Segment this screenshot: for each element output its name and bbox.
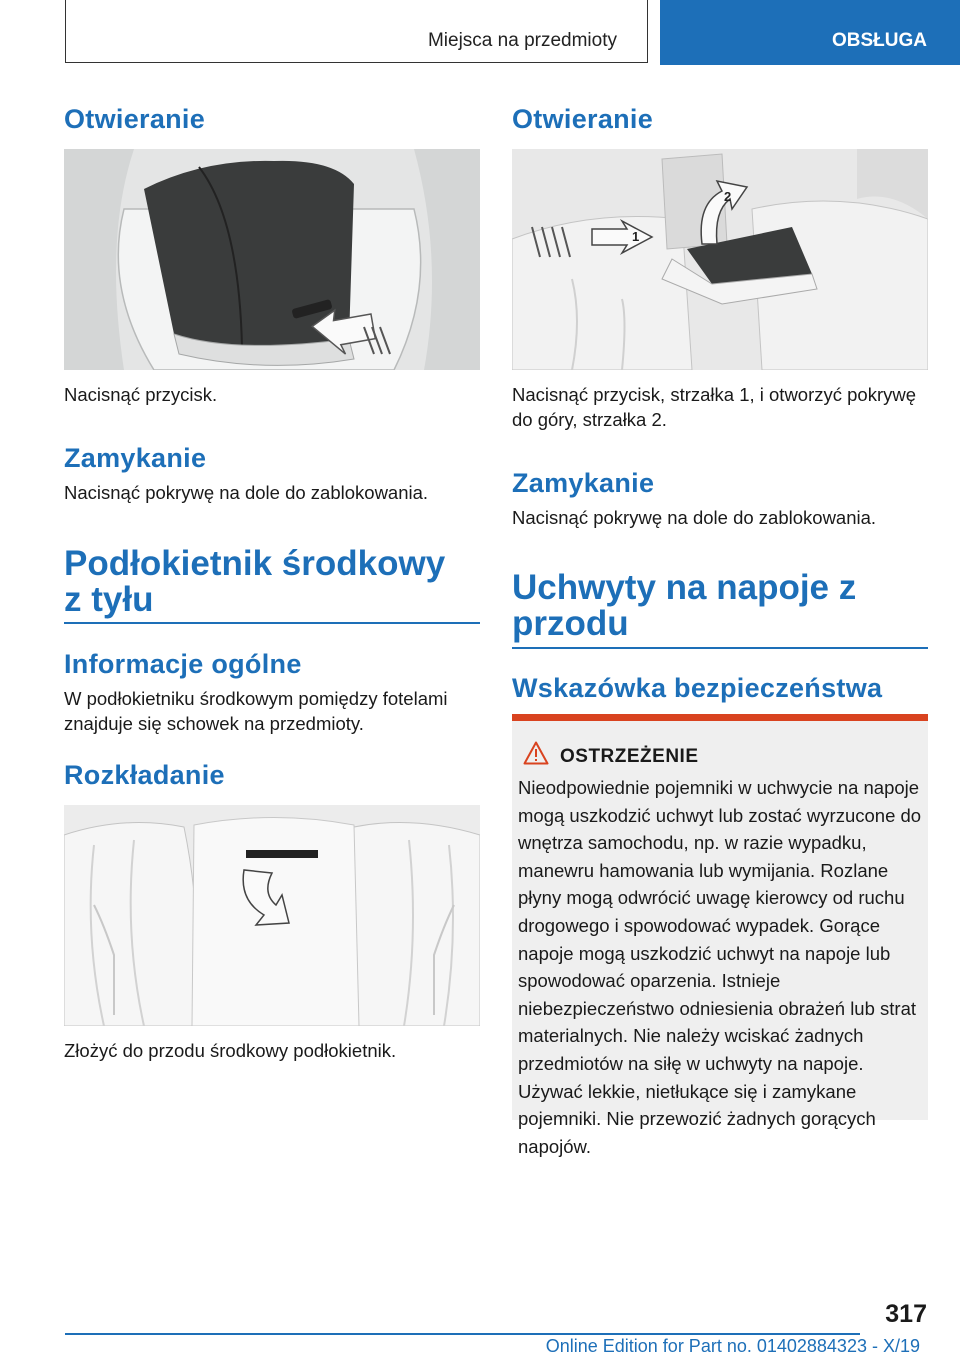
arrow-label-1: 1: [632, 229, 640, 244]
heading-podlokietnik-line2: z tyłu: [64, 580, 154, 619]
warning-title: OSTRZEŻENIE: [560, 746, 699, 767]
header-section-box: [65, 0, 648, 63]
header-section-title: Miejsca na przedmioty: [427, 30, 617, 51]
heading-otwieranie-left: Otwieranie: [64, 104, 206, 134]
armrest-fold-illustration: [64, 805, 480, 1026]
footer-edition: Online Edition for Part no. 01402884323 - X/19: [545, 1336, 920, 1356]
heading-rule-left: [64, 622, 480, 624]
heading-zamykanie-right: Zamykanie: [512, 468, 655, 498]
text-otwieranie-right: Nacisnąć przycisk, strzałka 1, i otworzyć pokrywę do góry, strzałka 2.: [512, 384, 917, 430]
warning-box: [512, 714, 928, 1157]
text-otwieranie-left: Nacisnąć przycisk.: [64, 384, 218, 405]
header-chapter-tab: [660, 0, 960, 65]
header-chapter-label: OBSŁUGA: [832, 30, 927, 51]
arrow-label-2: 2: [724, 189, 732, 204]
text-rozkladanie: Złożyć do przodu środkowy podłokietnik.: [64, 1040, 397, 1061]
armrest-open-illustration: [64, 149, 480, 370]
warning-text: Nieodpowiednie pojemniki w uchwycie na napoje mogą uszkodzić uchwyt lub zostać wyrzucone do wnętrza samochodu, np. w razie wypadku, manewru hamowania lub wymijania. Rozlane płyny mogą odwrócić uwagę kierowcy od ruchu drogowego i spowodować wypadek. Gorące napoje mogą uszkodzić uchwyt na napoje lub spowodować oparzenia. Istnieje niebezpieczeństwo odniesienia obrażeń lub strat materialnych. Nie należy wciskać żadnych przedmiotów na siłę w uchwyty na napoje. Używać lekkie, nietłukące się i zamykane pojemniki. Nie przewozić żadnych gorących napojów.: [518, 777, 922, 1157]
heading-podlokietnik: [64, 546, 445, 618]
heading-wskazowka: Wskazówka bezpieczeństwa: [512, 673, 883, 703]
heading-rule-right: [512, 647, 928, 649]
heading-informacje: Informacje ogólne: [64, 649, 302, 679]
heading-zamykanie-left: Zamykanie: [64, 443, 207, 473]
warning-triangle-icon: [523, 741, 549, 765]
heading-uchwyty-line2: przodu: [512, 604, 629, 643]
heading-otwieranie-right: Otwieranie: [512, 104, 654, 134]
text-zamykanie-left: Nacisnąć pokrywę na dole do zablokowania.: [64, 482, 429, 503]
text-informacje: W podłokietniku środkowym pomiędzy fotelami znajduje się schowek na przedmioty.: [64, 688, 448, 734]
heading-podlokietnik-line1: Podłokietnik środkowy: [64, 544, 446, 583]
heading-uchwyty-line1: Uchwyty na napoje z: [512, 568, 857, 607]
footer-rule: [65, 1333, 860, 1335]
page-number: 317: [885, 1300, 927, 1328]
heading-rozkladanie: Rozkładanie: [64, 760, 225, 790]
text-zamykanie-right: Nacisnąć pokrywę na dole do zablokowania.: [512, 507, 877, 528]
armrest-lid-illustration: [512, 149, 928, 370]
heading-uchwyty: [512, 570, 856, 642]
